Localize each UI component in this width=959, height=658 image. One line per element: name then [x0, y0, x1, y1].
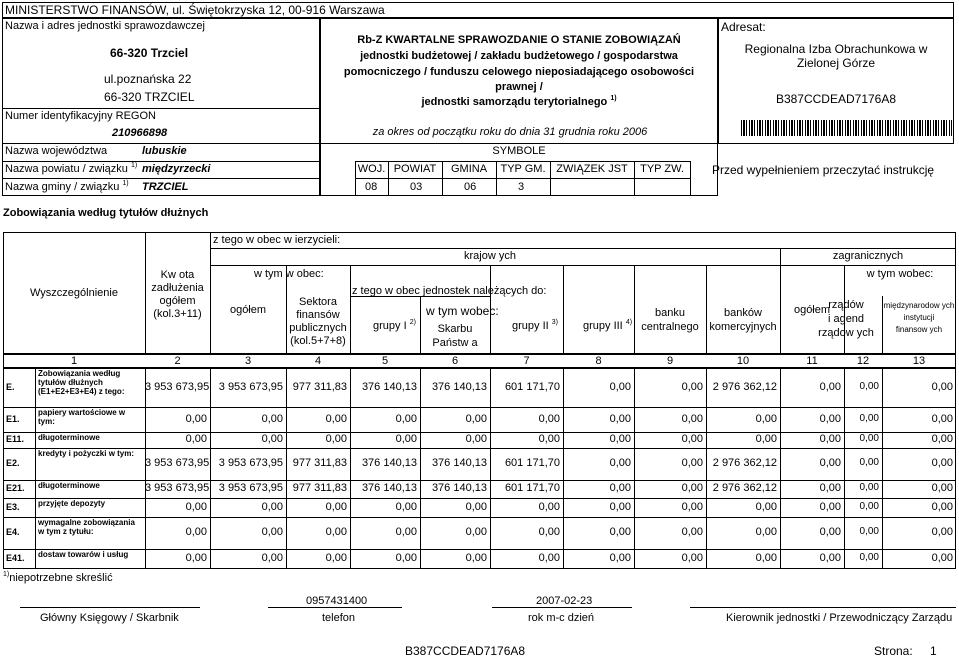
row-value: 0,00 [538, 500, 560, 513]
instructions-text: Przed wypełnieniem przeczytać instrukcję [712, 163, 935, 177]
row-value: 0,00 [931, 526, 953, 538]
row-code: E11. [6, 434, 25, 444]
unit-label: Nazwa i adres jednostki sprawozdawczej [5, 20, 205, 32]
row-description: Zobowiązania według tytułów dłużnych (E1+E2+E3+E4) z tego: [38, 369, 125, 396]
symbol-value-woj: 08 [365, 181, 378, 193]
row-value: 0,00 [755, 500, 777, 513]
symbol-value-gmina: 06 [464, 181, 477, 193]
report-title-4: prawnej / [495, 81, 543, 93]
row-value: 0,00 [538, 412, 560, 425]
header-kwota: Kw ota zadłużenia ogółem (kol.3+11) [151, 269, 204, 320]
report-title-1: Rb-Z KWARTALNE SPRAWOZDANIE O STANIE ZOBOWIĄZAŃ [357, 34, 681, 46]
row-value: 0,00 [325, 412, 347, 425]
row-value: 0,00 [185, 551, 207, 564]
header-bankow: banków komercyjnych [709, 307, 777, 333]
row-value: 0,00 [185, 500, 207, 513]
report-title-2: jednostki budżetowej / zakładu budżetowego / gospodarstwa [360, 50, 678, 62]
voivodeship-label: Nazwa województwa [5, 145, 108, 157]
row-value: 376 140,13 [361, 457, 417, 469]
row-value: 0,00 [681, 380, 703, 393]
row-value: 0,00 [755, 526, 777, 538]
colnum-2: 2 [174, 355, 181, 367]
row-value: 3 953 673,95 [145, 380, 210, 393]
row-value: 0,00 [755, 551, 777, 564]
colnum-9: 9 [666, 355, 674, 367]
row-code: E21. [6, 483, 25, 493]
symbol-value-powiat: 03 [410, 181, 423, 193]
header-z-tego-jednostek: z tego w obec jednostek należących do: [352, 285, 547, 297]
row-description: długoterminowe [38, 433, 100, 442]
unit-line2: ul.poznańska 22 [104, 72, 192, 86]
row-description: dostaw towarów i usług [38, 550, 129, 559]
row-value: 0,00 [681, 551, 703, 564]
row-value: 0,00 [609, 380, 631, 393]
row-description: długoterminowe [38, 481, 100, 490]
colnum-3: 3 [244, 355, 252, 367]
addressee-line1: Regionalna Izba Obrachunkowa w [744, 42, 928, 56]
row-value: 0,00 [755, 433, 777, 445]
regon-label: Numer identyfikacyjny REGON [5, 110, 156, 122]
colnum-8: 8 [595, 355, 602, 367]
row-description: papiery wartościowe w tym: [38, 408, 126, 426]
ministry-text: MINISTERSTWO FINANSÓW, ul. Świętokrzyska 12, 00-916 Warszawa [5, 3, 385, 17]
date-label: rok m-c dzień [528, 612, 595, 624]
row-value: 0,00 [395, 551, 417, 564]
date-value: 2007-02-23 [536, 595, 593, 607]
header-grupy-iii: grupy III $^{4)}$ [583, 319, 633, 332]
header-skarbu: Skarbu Państw a [432, 323, 478, 349]
row-value: 0,00 [819, 500, 841, 513]
header-sektora: Sektora finansów publicznych (kol.5+7+8) [289, 296, 347, 347]
row-value: 0,00 [609, 482, 631, 494]
phone-label: telefon [322, 612, 356, 624]
row-code: E3. [6, 501, 20, 512]
row-value: 0,00 [931, 457, 953, 469]
symbol-value-typgm: 3 [518, 181, 525, 193]
row-value: 977 311,83 [292, 380, 347, 393]
county-label: Nazwa powiatu / związku $^{1)}$ [5, 162, 138, 175]
header-wyszczegolnienie: Wyszczególnienie [30, 287, 118, 299]
commune-value: TRZCIEL [142, 181, 189, 193]
addressee-label: Adresat: [721, 20, 766, 34]
row-value: 0,00 [538, 526, 560, 538]
row-code: E41. [6, 552, 25, 563]
row-value: 0,00 [819, 433, 841, 445]
header-w-tym-wobec: w tym w obec: [254, 268, 324, 280]
row-value: 3 953 673,95 [145, 482, 210, 494]
row-value: 0,00 [261, 551, 283, 564]
row-value: 0,00 [819, 551, 841, 564]
row-value: 0,00 [395, 500, 417, 513]
row-value: 0,00 [325, 500, 347, 513]
colnum-13: 13 [912, 355, 926, 367]
row-value: 0,00 [859, 433, 879, 444]
row-value: 0,00 [465, 433, 487, 445]
symbol-header-typzw: TYP ZW. [640, 163, 684, 175]
voivodeship-value: lubuskie [142, 145, 187, 157]
header-miedzynarodowych: międzynarodow ych instytucji finansow ych [883, 301, 955, 334]
row-value: 0,00 [395, 526, 417, 538]
row-value: 0,00 [819, 482, 841, 494]
row-value: 0,00 [465, 412, 487, 425]
row-value: 376 140,13 [431, 482, 487, 494]
row-value: 0,00 [931, 482, 953, 494]
row-value: 0,00 [859, 380, 879, 392]
regon-value: 210966898 [112, 127, 168, 139]
colnum-11: 11 [806, 355, 818, 367]
header-banku: banku centralnego [641, 307, 699, 333]
colnum-1: 1 [70, 355, 78, 367]
commune-label: Nazwa gminy / związku $^{1)}$ [5, 180, 129, 193]
row-value: 0,00 [859, 500, 879, 512]
row-value: 0,00 [609, 457, 631, 469]
header-ogolem: ogółem [229, 304, 267, 316]
row-value: 0,00 [931, 380, 953, 393]
county-value: międzyrzecki [142, 163, 211, 175]
phone-value: 0957431400 [306, 595, 368, 607]
row-value: 0,00 [681, 526, 703, 538]
row-value: 977 311,83 [292, 482, 347, 494]
row-value: 0,00 [819, 412, 841, 425]
header-krajowych: krajow ych [464, 250, 516, 262]
row-value: 0,00 [609, 433, 631, 445]
row-value: 2 976 362,12 [712, 380, 777, 393]
row-value: 0,00 [538, 551, 560, 564]
header-z-tego: z tego w obec w ierzycieli: [213, 234, 341, 246]
symbols-label: SYMBOLE [492, 145, 546, 157]
header-rzadow: rządów i agend rządow ych [818, 299, 874, 339]
addressee-line2: Zielonej Górze [796, 56, 876, 70]
row-value: 3 953 673,95 [218, 482, 283, 494]
accountant-label: Główny Księgowy / Skarbnik [40, 612, 179, 624]
row-value: 0,00 [465, 526, 487, 538]
row-value: 376 140,13 [431, 457, 487, 469]
row-value: 376 140,13 [431, 380, 487, 393]
row-code: E. [6, 381, 15, 392]
row-value: 0,00 [261, 526, 283, 538]
row-value: 0,00 [819, 526, 841, 538]
colnum-7: 7 [523, 355, 530, 367]
row-value: 0,00 [819, 380, 841, 393]
row-value: 0,00 [185, 526, 207, 538]
row-code: E1. [6, 413, 20, 424]
row-description: wymagalne zobowiązania w tym z tytułu: [38, 518, 135, 536]
row-value: 0,00 [395, 412, 417, 425]
row-value: 0,00 [859, 412, 879, 424]
colnum-4: 4 [314, 355, 322, 367]
bottom-code: B387CCDEAD7176A8 [405, 644, 526, 658]
row-value: 0,00 [859, 551, 879, 563]
row-value: 0,00 [681, 412, 703, 425]
row-value: 3 953 673,95 [218, 457, 283, 469]
barcode-text: B387CCDEAD7176A8 [775, 92, 897, 106]
row-value: 0,00 [681, 500, 703, 513]
header-zagranicznych: zagranicznych [832, 250, 904, 262]
page-number: 1 [930, 644, 937, 658]
manager-label: Kierownik jednostki / Przewodniczący Zarządu [726, 612, 953, 624]
row-value: 0,00 [325, 551, 347, 564]
header-w-tym-wobec-3: w tym wobec: [866, 268, 934, 280]
symbol-header-powiat: POWIAT [393, 163, 437, 175]
row-value: 0,00 [538, 433, 560, 445]
header-grupy-i: grupy I $^{2)}$ [373, 319, 416, 332]
row-description: przyjęte depozyty [38, 499, 106, 508]
colnum-12: 12 [856, 355, 870, 367]
row-value: 0,00 [931, 412, 953, 425]
row-value: 0,00 [261, 412, 283, 425]
row-value: 0,00 [819, 457, 841, 469]
row-value: 3 953 673,95 [218, 380, 283, 393]
page-label: Strona: [874, 644, 913, 658]
row-value: 0,00 [859, 457, 879, 468]
colnum-10: 10 [736, 355, 750, 367]
row-code: E4. [6, 527, 20, 537]
row-value: 0,00 [325, 433, 347, 445]
row-value: 0,00 [609, 526, 631, 538]
report-title-3: pomocniczego / funduszu celowego nieposiadającego osobowości [343, 66, 695, 78]
row-value: 0,00 [755, 412, 777, 425]
row-value: 0,00 [465, 551, 487, 564]
row-description: kredyty i pożyczki w tym: [38, 449, 135, 458]
unit-line3: 66-320 TRZCIEL [104, 90, 195, 104]
row-value: 0,00 [609, 500, 631, 513]
header-grupy-ii: grupy II $^{3)}$ [512, 319, 558, 332]
row-value: 0,00 [859, 482, 879, 493]
row-value: 0,00 [325, 526, 347, 538]
report-title-5: jednostki samorządu terytorialnego $^{1)}$ [421, 95, 617, 108]
row-value: 0,00 [931, 500, 953, 513]
row-value: 376 140,13 [361, 380, 417, 393]
row-value: 0,00 [185, 412, 207, 425]
colnum-5: 5 [381, 355, 389, 367]
row-value: 0,00 [261, 500, 283, 513]
row-value: 2 976 362,12 [712, 457, 777, 469]
symbol-header-gmina: GMINA [450, 163, 488, 175]
row-value: 0,00 [931, 551, 953, 564]
row-value: 0,00 [681, 457, 703, 469]
row-value: 0,00 [185, 433, 207, 445]
header-ogolem-2: ogółem [793, 304, 831, 316]
barcode-image [741, 120, 952, 136]
row-value: 2 976 362,12 [712, 482, 777, 494]
symbol-header-woj: WOJ. [357, 163, 386, 175]
symbol-header-typgm: TYP GM. [500, 163, 546, 175]
row-value: 0,00 [681, 433, 703, 445]
row-value: 601 171,70 [504, 482, 560, 494]
row-value: 977 311,83 [292, 457, 347, 469]
row-value: 0,00 [609, 412, 631, 425]
unit-line1: 66-320 Trzciel [110, 46, 189, 60]
symbol-header-zwiazek: ZWIĄZEK JST [556, 163, 628, 175]
row-value: 0,00 [465, 500, 487, 513]
row-value: 0,00 [261, 433, 283, 445]
row-value: 0,00 [609, 551, 631, 564]
row-code: E2. [6, 458, 20, 468]
row-value: 376 140,13 [361, 482, 417, 494]
row-value: 0,00 [931, 433, 953, 445]
row-value: 601 171,70 [504, 457, 560, 469]
row-value: 0,00 [395, 433, 417, 445]
report-period: za okres od początku roku do dnia 31 grudnia roku 2006 [372, 126, 648, 138]
header-w-tym-wobec-2: w tym wobec: [426, 304, 499, 318]
colnum-6: 6 [451, 355, 459, 367]
footnote: $^{1)}$niepotrzebne skreślić [3, 571, 113, 584]
row-value: 0,00 [681, 482, 703, 494]
section-title: Zobowiązania według tytułów dłużnych [3, 207, 209, 219]
row-value: 601 171,70 [504, 380, 560, 393]
row-value: 0,00 [859, 526, 879, 537]
row-value: 3 953 673,95 [145, 457, 210, 469]
